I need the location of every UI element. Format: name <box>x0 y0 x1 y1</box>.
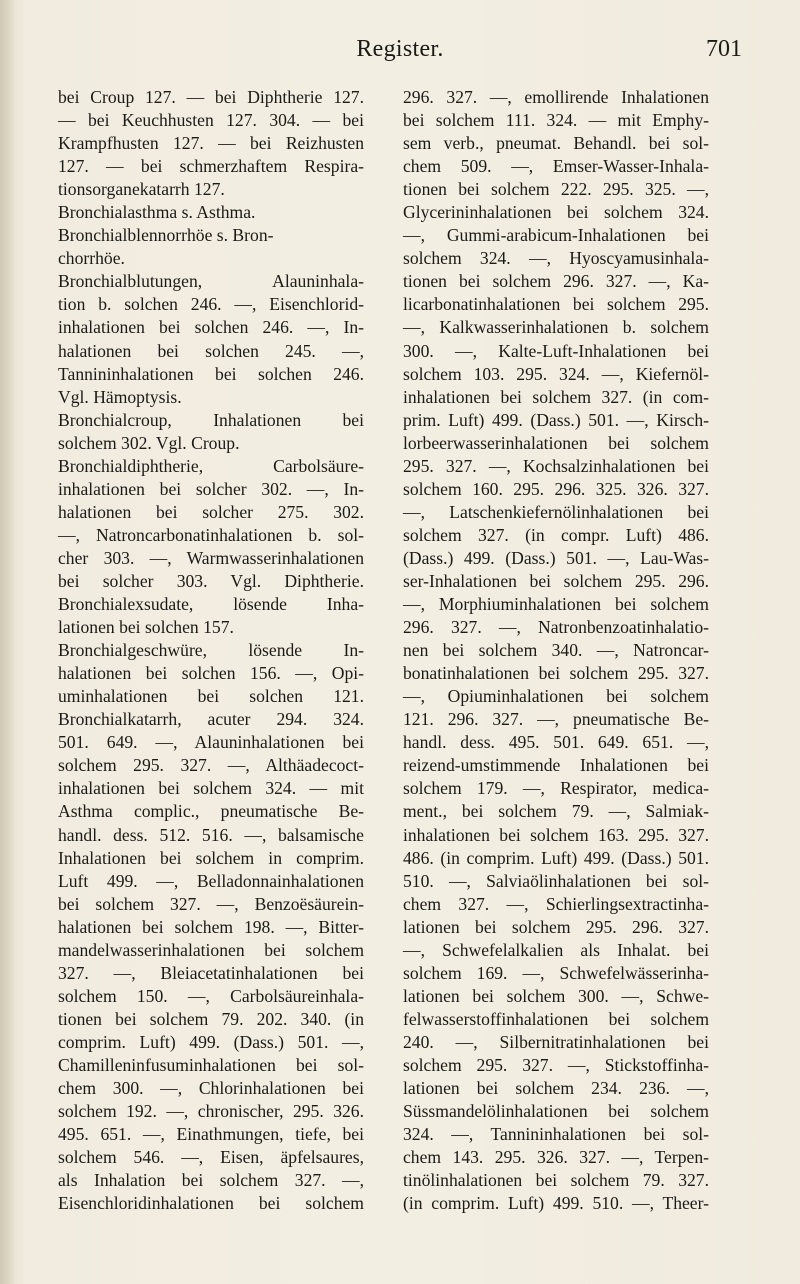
index-line: solchem 327. (in compr. Luft) 486. <box>403 524 709 545</box>
index-line: Süssmandelölinhalationen bei solchem <box>403 1101 709 1122</box>
index-line: Tannininhalationen bei solchen 246. <box>58 363 364 384</box>
index-line: —, Kalkwasserinhalationen b. solchem <box>403 317 709 338</box>
index-line: tionen bei solchem 79. 202. 340. (in <box>58 1008 364 1029</box>
index-line: halationen bei solcher 275. 302. <box>58 501 364 522</box>
index-line: handl. dess. 512. 516. —, balsamische <box>58 824 364 845</box>
index-line: Bronchialblennorrhöe s. Bron- <box>58 225 274 246</box>
index-line: —, Gummi-arabicum-Inhalationen bei <box>403 225 709 246</box>
index-line: chorrhöe. <box>58 248 125 269</box>
index-line: handl. dess. 495. 501. 649. 651. —, <box>403 732 709 753</box>
index-line: solchem 302. Vgl. Croup. <box>58 432 240 453</box>
index-line: solchem 295. 327. —, Stickstoffinha- <box>403 1054 709 1075</box>
index-line: 121. 296. 327. —, pneumatische Be- <box>403 709 709 730</box>
index-line: Krampfhusten 127. — bei Reizhusten <box>58 133 364 154</box>
index-line: Vgl. Hämoptysis. <box>58 386 182 407</box>
index-line: chem 300. —, Chlorinhalationen bei <box>58 1078 364 1099</box>
index-line: inhalationen bei solchem 324. — mit <box>58 778 364 799</box>
index-line: halationen bei solchen 245. —, <box>58 340 364 361</box>
index-line: lationen bei solchem 300. —, Schwe- <box>403 985 709 1006</box>
page-header <box>0 36 800 76</box>
index-line: bei Croup 127. — bei Diphtherie 127. <box>58 87 364 107</box>
running-head: Register. <box>356 36 444 62</box>
index-line: solchem 103. 295. 324. —, Kiefernöl- <box>403 363 709 384</box>
index-line: tionsorganekatarrh 127. <box>58 179 225 200</box>
index-line: 495. 651. —, Einathmungen, tiefe, bei <box>58 1124 364 1145</box>
binding-edge <box>0 0 14 1284</box>
index-line: solchem 169. —, Schwefelwässerinha- <box>403 962 709 983</box>
index-line: tionen bei solchem 296. 327. —, Ka- <box>403 271 709 292</box>
index-line: inhalationen bei solchen 246. —, In- <box>58 317 364 338</box>
index-line: sem verb., pneumat. Behandl. bei sol- <box>403 133 709 154</box>
index-line: mandelwasserinhalationen bei solchem <box>58 939 364 960</box>
index-line: halationen bei solchen 156. —, Opi- <box>58 663 364 684</box>
index-line: chem 327. —, Schierlingsextractinha- <box>403 893 709 914</box>
index-line: Bronchialasthma s. Asthma. <box>58 202 256 223</box>
index-line: Bronchialdiphtherie, Carbolsäure- <box>58 455 364 476</box>
index-line: Bronchialgeschwüre, lösende In- <box>58 640 364 661</box>
index-line: als Inhalation bei solchem 327. —, <box>58 1170 364 1191</box>
index-line: chem 143. 295. 326. 327. —, Terpen- <box>403 1147 709 1168</box>
index-line: 324. —, Tannininhalationen bei sol- <box>403 1124 709 1145</box>
index-line: — bei Keuchhusten 127. 304. — bei <box>58 110 364 131</box>
index-line: 327. —, Bleiacetatinhalationen bei <box>58 962 364 983</box>
index-line: Glycerininhalationen bei solchem 324. <box>403 202 709 223</box>
index-line: —, Morphiuminhalationen bei solchem <box>403 594 709 615</box>
index-line: bei solcher 303. Vgl. Diphtherie. <box>58 570 364 591</box>
index-line: Eisenchloridinhalationen bei solchem <box>58 1193 364 1214</box>
index-line: halationen bei solchem 198. —, Bitter- <box>58 916 364 937</box>
index-line: solchem 160. 295. 296. 325. 326. 327. <box>403 478 709 499</box>
index-line: felwasserstoffinhalationen bei solchem <box>403 1008 709 1029</box>
index-line: Bronchialexsudate, lösende Inha- <box>58 594 364 615</box>
index-line: inhalationen bei solcher 302. —, In- <box>58 478 364 499</box>
index-line: bei solchem 111. 324. — mit Emphy- <box>403 110 709 131</box>
index-line: Asthma complic., pneumatische Be- <box>58 801 364 822</box>
index-line: —, Natroncarbonatinhalationen b. sol- <box>58 524 364 545</box>
index-line: tinölinhalationen bei solchem 79. 327. <box>403 1170 709 1191</box>
index-line: 300. —, Kalte-Luft-Inhalationen bei <box>403 340 709 361</box>
index-line: (in comprim. Luft) 499. 510. —, Theer- <box>403 1193 709 1214</box>
index-line: lationen bei solchen 157. <box>58 617 234 638</box>
index-column-right <box>403 86 709 1215</box>
index-line: uminhalationen bei solchen 121. <box>58 686 364 707</box>
index-line: 295. 327. —, Kochsalzinhalationen bei <box>403 455 709 476</box>
index-line: 510. —, Salviaölinhalationen bei sol- <box>403 870 709 891</box>
index-line: 296. 327. —, Natronbenzoatinhalatio- <box>403 617 709 638</box>
index-line: solchem 192. —, chronischer, 295. 326. <box>58 1101 364 1122</box>
index-line: —, Latschenkiefernölinhalationen bei <box>403 501 709 522</box>
index-line: solchem 324. —, Hyoscyamusinhala- <box>403 248 709 269</box>
index-line: tionen bei solchem 222. 295. 325. —, <box>403 179 709 200</box>
index-line: bonatinhalationen bei solchem 295. 327. <box>403 663 709 684</box>
index-line: solchem 150. —, Carbolsäureinhala- <box>58 985 364 1006</box>
index-line: ser-Inhalationen bei solchem 295. 296. <box>403 570 709 591</box>
index-line: Bronchialkatarrh, acuter 294. 324. <box>58 709 364 730</box>
index-line: lorbeerwasserinhalationen bei solchem <box>403 432 709 453</box>
index-line: chem 509. —, Emser-Wasser-Inhala- <box>403 156 709 177</box>
index-line: comprim. Luft) 499. (Dass.) 501. —, <box>58 1031 364 1052</box>
index-line: licarbonatinhalationen bei solchem 295. <box>403 294 709 315</box>
index-line: lationen bei solchem 234. 236. —, <box>403 1078 709 1099</box>
index-line: Luft 499. —, Belladonnainhalationen <box>58 870 364 891</box>
index-line: solchem 295. 327. —, Althäadecoct- <box>58 755 364 776</box>
index-line: inhalationen bei solchem 163. 295. 327. <box>403 824 709 845</box>
index-line: 501. 649. —, Alauninhalationen bei <box>58 732 364 753</box>
index-line: Bronchialblutungen, Alauninhala- <box>58 271 364 292</box>
index-line: lationen bei solchem 295. 296. 327. <box>403 916 709 937</box>
index-line: 296. 327. —, emollirende Inhalationen <box>403 87 709 107</box>
index-line: —, Schwefelalkalien als Inhalat. bei <box>403 939 709 960</box>
index-column-left <box>58 86 364 1215</box>
index-line: tion b. solchen 246. —, Eisenchlorid- <box>58 294 364 315</box>
index-line: 127. — bei schmerzhaftem Respira- <box>58 156 364 177</box>
index-line: ment., bei solchem 79. —, Salmiak- <box>403 801 709 822</box>
index-line: —, Opiuminhalationen bei solchem <box>403 686 709 707</box>
index-line: Chamilleninfusuminhalationen bei sol- <box>58 1054 364 1075</box>
index-line: cher 303. —, Warmwasserinhalationen <box>58 547 364 568</box>
index-line: 486. (in comprim. Luft) 499. (Dass.) 501. <box>403 847 709 868</box>
index-line: solchem 179. —, Respirator, medica- <box>403 778 709 799</box>
index-line: Bronchialcroup, Inhalationen bei <box>58 409 364 430</box>
index-line: 240. —, Silbernitratinhalationen bei <box>403 1031 709 1052</box>
index-line: inhalationen bei solchem 327. (in com- <box>403 386 709 407</box>
index-line: nen bei solchem 340. —, Natroncar- <box>403 640 709 661</box>
index-line: prim. Luft) 499. (Dass.) 501. —, Kirsch- <box>403 409 709 430</box>
index-line: (Dass.) 499. (Dass.) 501. —, Lau-Was- <box>403 547 709 568</box>
index-line: reizend-umstimmende Inhalationen bei <box>403 755 709 776</box>
index-line: solchem 546. —, Eisen, äpfelsaures, <box>58 1147 364 1168</box>
page-number: 701 <box>706 36 742 62</box>
index-line: bei solchem 327. —, Benzoësäurein- <box>58 893 364 914</box>
index-line: Inhalationen bei solchem in comprim. <box>58 847 364 868</box>
